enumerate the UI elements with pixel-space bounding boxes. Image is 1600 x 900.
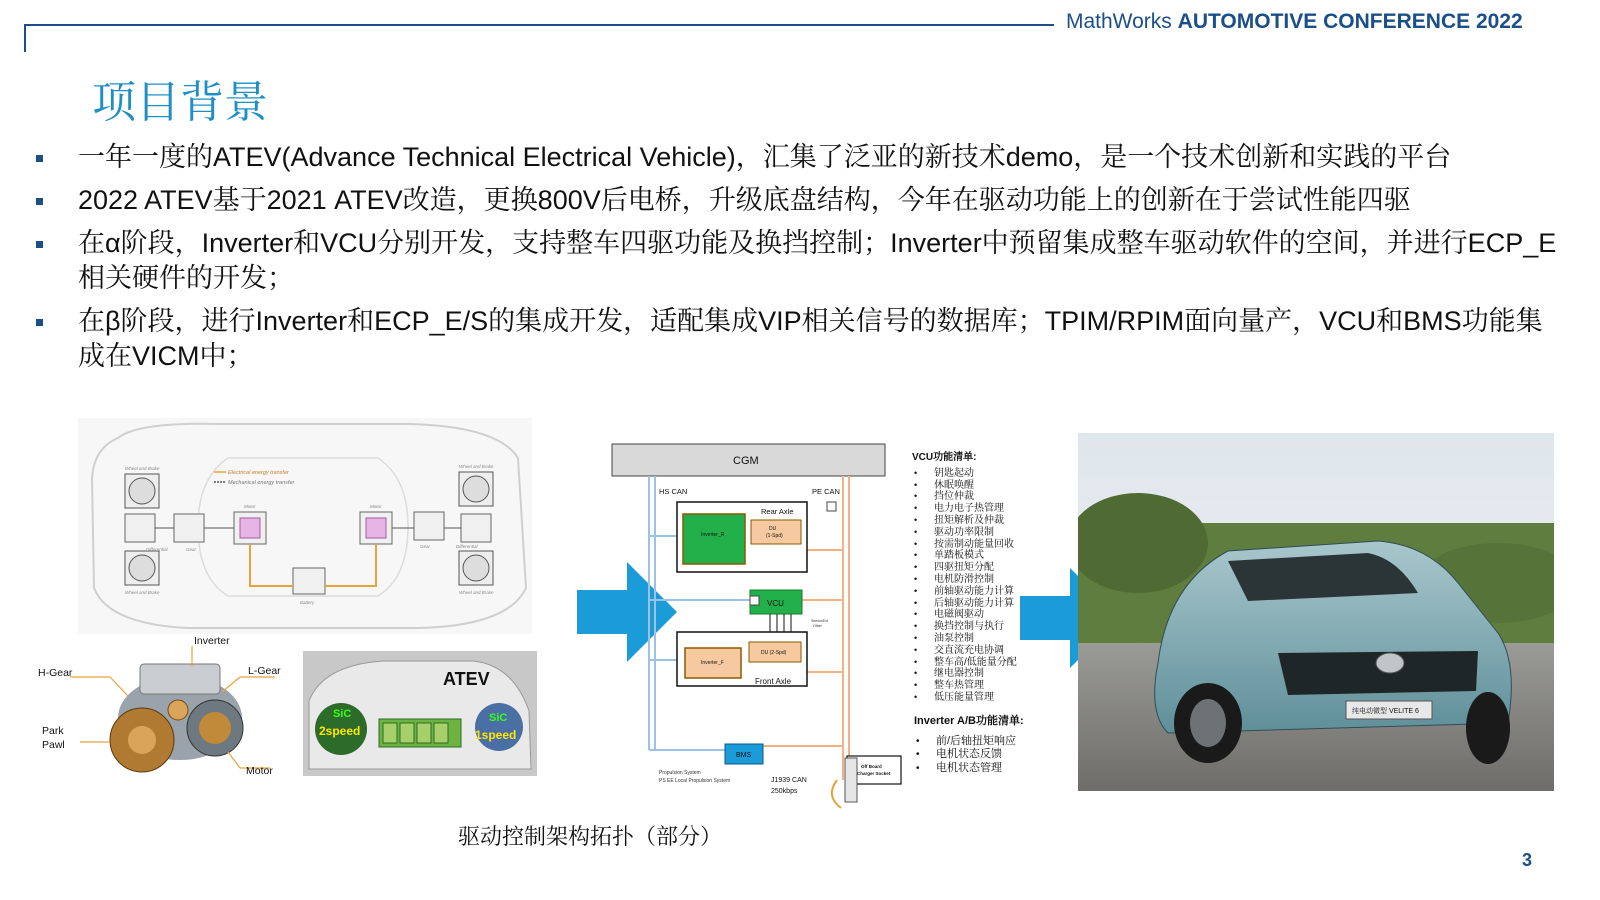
vcu-function-item: • 钥匙起动: [912, 468, 1017, 480]
vcu-function-item: • 电磁阀驱动: [912, 609, 1017, 621]
conference-banner: [1066, 10, 1523, 34]
license-plate-text: 纯电动微型 VELITE 6: [1352, 708, 1419, 715]
du-r-label: DU: [769, 526, 777, 532]
vcu-function-item: • 继电器控制: [912, 668, 1017, 680]
label-wheel-brake: Wheel and Brake: [125, 466, 160, 471]
pe-can-label: PE CAN: [812, 487, 840, 496]
label-h-gear: H-Gear: [38, 667, 73, 679]
kbps-label: 250kbps: [771, 788, 798, 795]
brand-name: MathWorks: [1066, 10, 1172, 33]
offboard-label: Off Board: [861, 764, 882, 769]
header-rule: [24, 24, 1054, 26]
bullet-item: [30, 226, 1560, 296]
inverter-f-label: Inverter_F: [701, 660, 724, 666]
bullet-text: 一年一度的ATEV(Advance Technical Electrical Vehicle)，汇集了泛亚的新技术demo，是一个技术创新和实践的平台: [78, 142, 1452, 172]
label-motor: Motor: [244, 504, 256, 509]
figure-caption: 驱动控制架构拓扑（部分）: [458, 824, 723, 849]
right-speed-label: 1speed: [475, 728, 517, 742]
vcu-function-item: • 油泵控制: [912, 633, 1017, 645]
j1939-label: J1939 CAN: [771, 777, 807, 784]
vcu-function-item: • 低压能量管理: [912, 692, 1017, 704]
legend-electrical: Electrical energy transfer: [228, 470, 289, 476]
label-gear: Gear: [420, 544, 431, 549]
vcu-function-item: • 交直流充电协调: [912, 645, 1017, 657]
left-sic-label: SiC: [333, 708, 352, 720]
architecture-diagram: [605, 440, 905, 812]
vcu-function-item: • 单踏板模式: [912, 550, 1017, 562]
inverter-r-label: Inverter_R: [701, 532, 725, 538]
du-r-sub-label: (1-Spd): [766, 533, 783, 539]
conference-name: AUTOMOTIVE CONFERENCE 2022: [1177, 10, 1523, 33]
inverter-function-item: • 电机状态管理: [914, 762, 1024, 776]
header-accent-line: [24, 24, 26, 52]
vcu-list-heading: VCU功能清单:: [912, 452, 977, 463]
vcu-function-item: • 换挡控制与执行: [912, 621, 1017, 633]
vcu-label: VCU: [767, 599, 784, 608]
vcu-function-item: • 挡位仲裁: [912, 491, 1017, 503]
label-l-gear: L-Gear: [248, 665, 281, 677]
vcu-function-item: • 后轴驱动能力计算: [912, 598, 1017, 610]
vcu-function-item: • 电机防滑控制: [912, 574, 1017, 586]
bullet-text: 在α阶段，Inverter和VCU分别开发，支持整车四驱功能及换挡控制；Inverter中预留集成整车驱动软件的空间，并进行ECP_E相关硬件的开发；: [78, 228, 1557, 293]
label-pawl: Pawl: [42, 739, 65, 751]
vcu-function-list: [912, 452, 1017, 704]
sensor-sub-label: Other: [813, 624, 822, 628]
atev-figure: [303, 651, 537, 776]
atev-label: ATEV: [443, 669, 490, 689]
label-inverter: Inverter: [194, 635, 230, 647]
hs-can-label: HS CAN: [659, 487, 688, 496]
label-differential: Differential: [146, 547, 168, 552]
bullet-text: 在β阶段，进行Inverter和ECP_E/S的集成开发，适配集成VIP相关信号的数据库；TPIM/RPIM面向量产，VCU和BMS功能集成在VICM中；: [78, 306, 1543, 371]
du-f-label: DU (2-Spd): [761, 650, 787, 656]
front-axle-label: Front Axle: [755, 677, 792, 686]
bullet-list: [30, 140, 1560, 382]
legend-mechanical: Mechanical energy transfer: [228, 480, 295, 486]
propulsion-label: Propulsion System: [659, 770, 701, 776]
bullet-text: 2022 ATEV基于2021 ATEV改造，更换800V后电桥，升级底盘结构，今年在驱动功能上的创新在于尝试性能四驱: [78, 185, 1411, 215]
bullet-item: [30, 140, 1560, 175]
bullet-marker: [36, 198, 43, 205]
right-sic-label: SiC: [489, 712, 508, 724]
car-photo: [1078, 433, 1554, 791]
label-battery: Battery: [300, 600, 315, 605]
inverter-list-heading: Inverter A/B功能清单:: [914, 715, 1024, 727]
slide-title: 项目背景: [92, 77, 268, 128]
drive-unit-figure: [30, 630, 300, 790]
inverter-function-item: • 前/后轴扭矩响应: [914, 735, 1024, 749]
label-wheel-brake: Wheel and Brake: [459, 464, 494, 469]
bullet-marker: [36, 319, 43, 326]
bullet-marker: [36, 241, 43, 248]
vcu-function-item: • 电力电子热管理: [912, 503, 1017, 515]
bms-label: BMS: [736, 752, 752, 759]
label-wheel-brake: Wheel and Brake: [125, 590, 160, 595]
page-number: 3: [1522, 850, 1533, 870]
vcu-function-item: • 整车高/低能量分配: [912, 657, 1017, 669]
propulsion-sub-label: PS EE Local Propulsion System: [659, 778, 731, 784]
vcu-function-item: • 四驱扭矩分配: [912, 562, 1017, 574]
bullet-item: [30, 304, 1560, 374]
cgm-label: CGM: [733, 455, 759, 467]
vcu-function-item: • 按需制动能量回收: [912, 539, 1017, 551]
label-motor: Motor: [370, 504, 382, 509]
bullet-item: [30, 183, 1560, 218]
left-speed-label: 2speed: [319, 724, 361, 738]
vcu-function-item: • 扭矩解析及仲裁: [912, 515, 1017, 527]
label-wheel-brake: Wheel and Brake: [459, 590, 494, 595]
vcu-function-item: • 前轴驱动能力计算: [912, 586, 1017, 598]
inverter-function-item: • 电机状态反馈: [914, 748, 1024, 762]
rear-axle-label: Rear Axle: [761, 507, 794, 516]
inverter-function-list: [914, 715, 1024, 775]
sensor-label: Sensor/Ext: [811, 619, 829, 623]
label-differential: Differential: [456, 544, 478, 549]
label-gear: Gear: [186, 547, 197, 552]
energy-flow-figure: [78, 418, 532, 634]
label-park: Park: [42, 725, 64, 737]
charger-socket-label: Charger Socket: [857, 771, 891, 776]
vcu-function-item: • 休眠唤醒: [912, 480, 1017, 492]
vcu-function-item: • 整车热管理: [912, 680, 1017, 692]
vcu-function-item: • 驱动功率限制: [912, 527, 1017, 539]
bullet-marker: [36, 155, 43, 162]
label-motor: Motor: [246, 765, 273, 777]
